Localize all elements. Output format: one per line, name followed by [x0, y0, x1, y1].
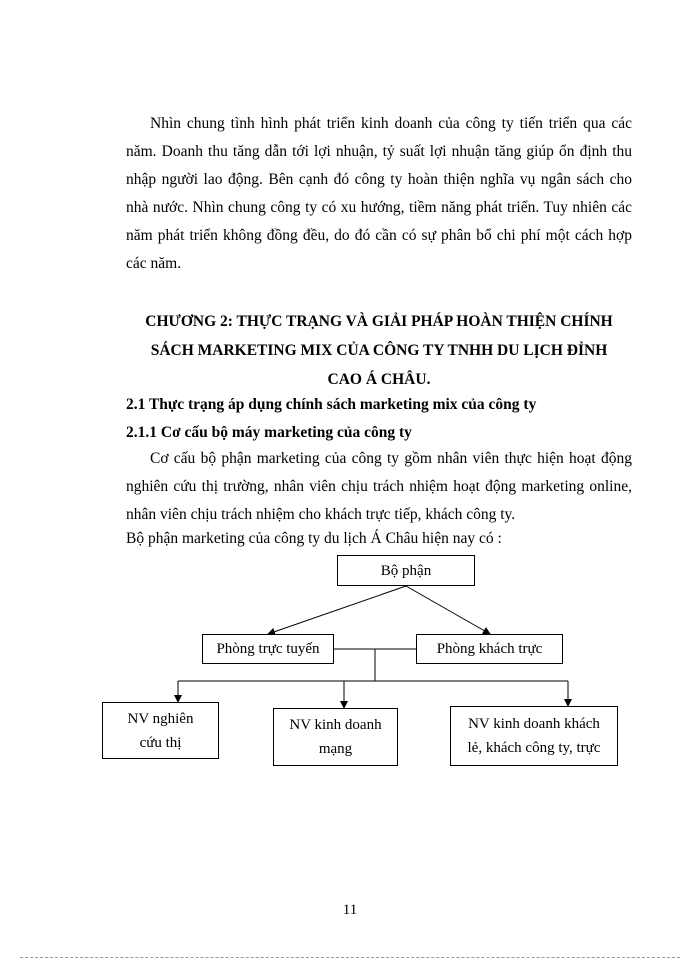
diagram-intro: Bộ phận marketing của công ty du lịch Á Châu hiện nay có :: [126, 530, 502, 547]
org-node-online-sales-line-2: mạng: [318, 741, 353, 757]
org-node-direct-customer-department: Phòng khách trực: [416, 634, 563, 664]
chapter-title-line-3: CAO Á CHÂU.: [327, 371, 431, 388]
org-node-market-research-line-2: cứu thị: [139, 734, 182, 751]
page-bottom-rule: [20, 957, 680, 958]
org-node-customer-sales-line-2: lẻ, khách công ty, trực: [467, 740, 601, 756]
org-node-customer-sales-staff: [450, 706, 618, 766]
org-node-market-research-staff: [102, 702, 219, 759]
org-node-customer-sales-line-1: NV kinh doanh khách: [468, 716, 600, 732]
structure-paragraph: Cơ cấu bộ phận marketing của công ty gồm nhân viên thực hiện hoạt động nghiên cứu thị trường, nhân viên chịu trách nhiệm hoạt động marketing online, nhân viên chịu trách nhiệm cho khách trực tiếp, khách công ty.: [126, 450, 632, 523]
org-node-online-department: Phòng trực tuyến: [202, 634, 334, 664]
connector-root-left: [268, 586, 406, 634]
org-node-root: Bộ phận: [337, 555, 475, 586]
section-heading-2-1: 2.1 Thực trạng áp dụng chính sách marketing mix của công ty: [126, 396, 537, 413]
org-node-online-sales-staff: [273, 708, 398, 766]
connector-root-right: [406, 586, 490, 634]
chapter-title-line-1: CHƯƠNG 2: THỰC TRẠNG VÀ GIẢI PHÁP HOÀN THIỆN CHÍNH: [145, 313, 613, 330]
page-number: 11: [342, 902, 358, 918]
org-node-online-sales-line-1: NV kinh doanh: [289, 717, 382, 733]
section-heading-2-1-1: 2.1.1 Cơ cấu bộ máy marketing của công ty: [126, 424, 412, 441]
intro-paragraph: Nhìn chung tình hình phát triển kinh doanh của công ty tiến triển qua các năm. Doanh thu tăng dẫn tới lợi nhuận, tỷ suất lợi nhuận tăng giúp ổn định thu nhập người lao động. Bên cạnh đó công ty hoàn thiện nghĩa vụ ngân sách cho nhà nước. Nhìn chung công ty có xu hướng, tiềm năng phát triển. Tuy nhiên các năm phát triển không đồng đều, do đó cần có sự phân bổ chi phí một cách hợp các năm.: [126, 115, 632, 272]
chapter-title-line-2: SÁCH MARKETING MIX CỦA CÔNG TY TNHH DU LỊCH ĐỈNH: [150, 342, 608, 359]
org-node-market-research-line-1: NV nghiên: [127, 710, 194, 727]
